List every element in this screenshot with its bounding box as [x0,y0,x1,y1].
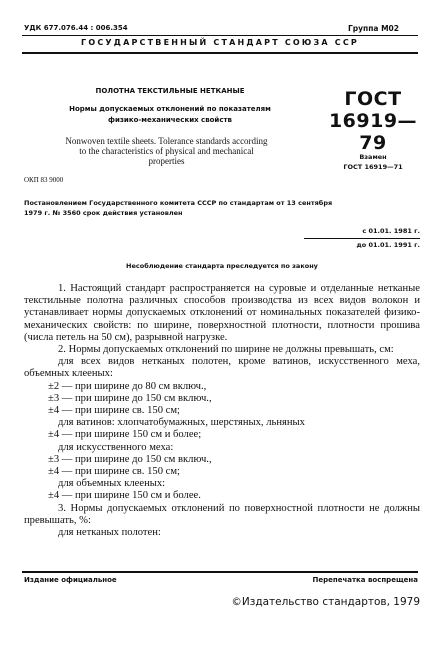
paragraph-3: 3. Нормы допускаемых отклонений по поверхностной плотности не должны превышать, %: [24,502,420,526]
edition-label: Издание официальное [24,576,117,584]
english-title-line: to the characteristics of physical and mechanical [79,146,254,156]
document-title: ПОЛОТНА ТЕКСТИЛЬНЫЕ НЕТКАНЫЕ [95,87,245,95]
valid-to: до 01.01. 1991 г. [356,241,420,249]
english-title-line: Nonwoven textile sheets. Tolerance standards according [65,136,268,146]
state-standard-heading: ГОСУДАРСТВЕННЫЙ СТАНДАРТ СОЮЗА ССР [81,38,359,47]
document-subtitle [60,104,280,126]
udk-code: УДК 677.076.44 : 006.354 [24,24,128,32]
group-code: Группа М02 [348,24,399,33]
gost-label: ГОСТ [344,88,402,110]
tolerance-item: ±2 — при ширине до 80 см включ., [48,380,207,392]
tolerance-item: ±4 — при ширине 150 см и более; [48,429,202,441]
tolerance-item: ±4 — при ширине св. 150 см; [48,405,180,417]
tolerance-item: ±3 — при ширине до 150 см включ., [48,453,212,465]
gost-number: 16919—79 [328,110,418,154]
top-rule [22,35,418,36]
english-title [24,136,309,166]
gost-number-block [318,88,428,154]
footer-rule [22,571,418,573]
replaces-block [318,152,428,172]
enforcement-notice: Несоблюдение стандарта преследуется по закону [126,262,318,270]
tolerance-item: ±4 — при ширине 150 см и более. [48,490,201,502]
tolerance-item: ±3 — при ширине до 150 см включ., [48,392,212,404]
replaces-value: ГОСТ 16919—71 [343,163,403,171]
validity-period [304,225,420,252]
paragraph-3a: для нетканых полотен: [58,527,161,539]
paragraph-2d: для объемных клееных: [58,478,166,490]
okp-code: ОКП 83 9000 [24,176,64,184]
copyright: ©Издательство стандартов, 1979 [231,596,420,608]
decree-text [24,198,420,218]
header-rule [22,52,418,54]
subtitle-line: Нормы допускаемых отклонений по показателям [69,105,271,113]
paragraph-2a: для всех видов нетканых полотен, кроме ватинов, искусственного меха, объемных клееных: [24,356,420,380]
subtitle-line: физико-механических свойств [108,116,232,124]
document-body [24,283,420,539]
replaces-label: Взамен [359,153,387,161]
valid-from: с 01.01. 1981 г. [304,225,420,239]
paragraph-2: 2. Нормы допускаемых отклонений по ширине не должны превышать, см: [58,344,394,356]
english-title-line: properties [148,156,185,166]
decree-line: 1979 г. № 3560 срок действия установлен [24,209,183,217]
decree-line: Постановлением Государственного комитета СССР по стандартам от 13 сентября [24,199,333,207]
tolerance-item: ±4 — при ширине св. 150 см; [48,466,180,478]
paragraph-1: 1. Настоящий стандарт распространяется на суровые и отделанные нетканые текстильные полотна различных способов производства из всех видов волокон и устанавливает нормы допускаемых отклонений от номинальных показателей физико-механических свойств: по ширине, поверхностной плотности, плотности прошива (числа петель на 50 см), разрывной нагрузке. [24,283,420,343]
paragraph-2b: для ватинов: хлопчатобумажных, шерстяных, льняных [58,417,305,429]
reprint-notice: Перепечатка воспрещена [312,576,418,584]
paragraph-2c: для искусственного меха: [58,441,174,453]
